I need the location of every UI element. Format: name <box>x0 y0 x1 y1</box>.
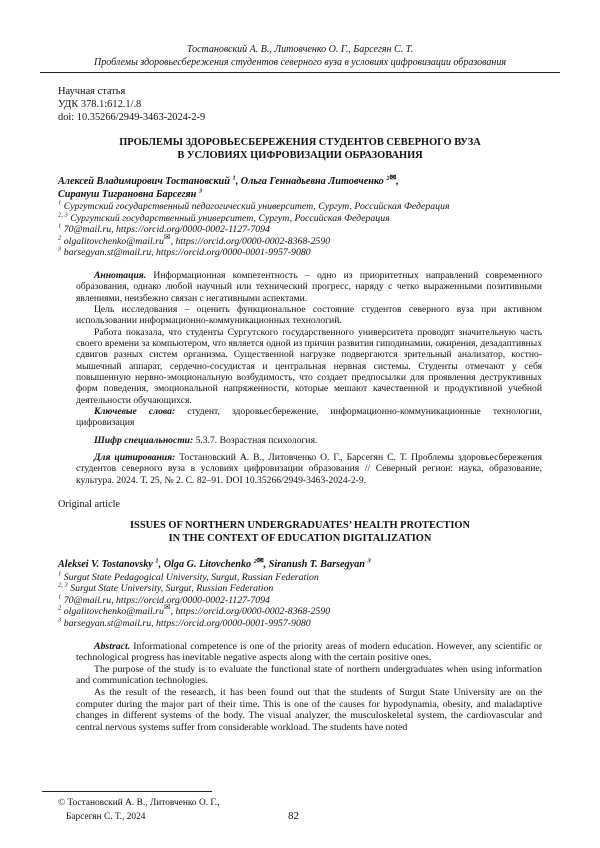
article-meta <box>58 86 542 124</box>
en-article-type: Original article <box>58 499 120 511</box>
author-contact: $^1$ 70@mail.ru, https://orcid.org/0000-0002-1127-7094 <box>58 222 270 236</box>
doi: doi: 10.35266/2949-3463-2024-2-9 <box>58 111 206 123</box>
author-contact: $^3$ barsegyan.st@mail.ru, https://orcid.org/0000-0001-9957-9080 <box>58 616 311 629</box>
author-name: Ольга Геннадьевна Литовченко <box>240 176 384 188</box>
author-name: Aleksei V. Tostanovsky <box>58 559 153 571</box>
running-head-title: Проблемы здоровьесбережения студентов северного вуза в условиях цифровизации образования <box>94 56 506 68</box>
abstract-paragraph: Аннотация. Информационная компетентность – одно из приоритетных направлений современного образования, однако любой научный или технический прогресс, наряду с четко выраженными позитивными явлениями, неизбежно связан с негативными аспектами. <box>76 269 542 304</box>
abstract-label: Abstract. <box>94 640 131 652</box>
keywords: Ключевые слова: студент, здоровьесбережение, информационно-коммуникационные технологии, цифровизация <box>76 406 542 429</box>
ru-title-line: ПРОБЛЕМЫ ЗДОРОВЬЕСБЕРЕЖЕНИЯ СТУДЕНТОВ СЕВЕРНОГО ВУЗА <box>119 137 481 149</box>
abstract-paragraph: Цель исследования – оценить функциональное состояние студентов северного вуза при активном использовании информационно-коммуникационных технологий. <box>76 304 542 327</box>
header-divider <box>40 72 560 73</box>
author-sup: 2✉ <box>253 555 264 565</box>
author-contact: $^3$ barsegyan.st@mail.ru, https://orcid.org/0000-0001-9957-9080 <box>58 246 311 259</box>
email-link[interactable]: olgalitovchenko@mail.ru <box>63 606 164 618</box>
envelope-icon: ✉ <box>163 603 171 613</box>
en-title <box>58 520 542 545</box>
footer-divider <box>42 791 212 792</box>
ru-title-line: В УСЛОВИЯХ ЦИФРОВИЗАЦИИ ОБРАЗОВАНИЯ <box>177 149 423 161</box>
citation: Для цитирования: Тостановский А. В., Литовченко О. Г., Барсегян С. Т. Проблемы здоровьесбережения студентов северного вуза в условиях цифровизации образования // Северный регион: наука, образование, культура. 2024. Т. 25, № 2. С. 82–91. DOI 10.35266/2949-3463-2024-2-9. <box>76 452 543 486</box>
running-head-authors: Тостановский А. В., Литовченко О. Г., Барсегян С. Т. <box>186 44 414 55</box>
author-sup: 3 <box>367 557 371 565</box>
en-affiliations <box>58 572 542 630</box>
author-sup: 1 <box>155 557 159 565</box>
article-body <box>58 86 542 733</box>
email-link[interactable]: barsegyan.st@mail.ru, https://orcid.org/0000-0001-9957-9080 <box>63 247 311 259</box>
envelope-icon: ✉ <box>389 172 397 182</box>
affiliation: $^1$ Сургутский государственный педагогический университет, Сургут, Российская Федерация <box>58 199 450 213</box>
ru-affiliations <box>58 201 542 259</box>
copyright-line: Барсегян С. Т., 2024 <box>66 812 146 822</box>
author-name: Сирануш Тиграновна Барсегян <box>58 188 197 200</box>
orcid-link[interactable]: , https://orcid.org/0000-0002-8368-2590 <box>170 606 331 618</box>
abstract-paragraph: Работа показала, что студенты Сургутского государственного университета проводят значительную часть своего времени за компьютером, что является одной из причин развития гиподинамии, ожирения, дезадаптивных сдвигов разных систем организма. Существенной нагрузке подвергаются зрительный анализатор, костно-мышечный аппарат, сердечно-сосудистая и центральная нервная системы. Студенты отмечают у себя повышенную нервно-эмоциональную возбудимость, что создает предпосылки для проявления деструктивных форм поведения, эмоциональной напряженности, которые мешают качественной и продуктивной учебной деятельности обучающихся. <box>76 326 542 406</box>
en-title-line: IN THE CONTEXT OF EDUCATION DIGITALIZATION <box>168 532 432 544</box>
abstract-paragraph: As the result of the research, it has been found out that the students of Surgut State University are on the computer during the major part of their time. This is one of the causes for hypodynamia, obesity, and maladaptive changes in different systems of the body. The visual analyzer, the musculoskeletal system, the cardiovascular and central nervous systems suffer from considerable workload. The students have noted <box>76 686 542 733</box>
abstract-paragraph: Abstract. Informational competence is one of the priority areas of modern education. However, any scientific or technological progress has inevitable negative aspects along with the certain positive ones. <box>76 640 542 664</box>
copyright-line: © Тостановский А. В., Литовченко О. Г., <box>58 798 220 808</box>
author-contact: $^2$ olgalitovchenko@mail.ru✉, https://orcid.org/0000-0002-8368-2590 <box>58 603 331 618</box>
author-name: Olga G. Litovchenko <box>163 559 252 571</box>
ru-title <box>58 137 542 162</box>
author-contact: $^1$ 70@mail.ru, https://orcid.org/0000-0002-1127-7094 <box>58 593 270 606</box>
email-link[interactable]: 70@mail.ru, https://orcid.org/0000-0002-1127-7094 <box>63 224 270 236</box>
author-contact: $^2$ olgalitovchenko@mail.ru✉, https://orcid.org/0000-0002-8368-2590 <box>58 232 331 247</box>
author-sup: 3 <box>198 187 203 195</box>
page-number: 82 <box>288 810 299 822</box>
article-type: Научная статья <box>58 86 126 97</box>
email-link[interactable]: olgalitovchenko@mail.ru <box>63 235 164 247</box>
email-link[interactable]: barsegyan.st@mail.ru, https://orcid.org/0000-0001-9957-9080 <box>63 617 311 629</box>
author-name: Siranush T. Barsegyan <box>268 559 365 571</box>
affiliation: $^1$ Surgut State Pedagogical University, Surgut, Russian Federation <box>58 570 319 583</box>
en-title-line: ISSUES OF NORTHERN UNDERGRADUATES’ HEALTH PROTECTION <box>130 520 470 532</box>
en-authors: Aleksei V. Tostanovsky $^1$, Olga G. Litovchenko $^{2✉}$, Siranush T. Barsegyan $^3$ <box>58 555 371 571</box>
copyright <box>58 796 219 824</box>
specialty: Шифр специальности: 5.3.7. Возрастная психология. <box>94 434 318 446</box>
author-sup: 2✉ <box>386 172 397 182</box>
author-name: Алексей Владимирович Тостановский <box>58 176 230 188</box>
orcid-link[interactable]: , https://orcid.org/0000-0002-8368-2590 <box>170 235 331 247</box>
abstract-label: Аннотация. <box>94 269 147 281</box>
en-abstract <box>76 641 542 734</box>
affiliation: $^{2, 3}$ Surgut State University, Surgut, Russian Federation <box>58 581 274 595</box>
author-sup: 1 <box>232 174 236 182</box>
email-link[interactable]: 70@mail.ru, https://orcid.org/0000-0002-1127-7094 <box>63 594 270 606</box>
envelope-icon: ✉ <box>256 555 264 565</box>
abstract-paragraph: The purpose of the study is to evaluate the functional state of northern undergraduates when using information and communication technologies. <box>76 663 542 687</box>
envelope-icon: ✉ <box>163 232 171 242</box>
ru-abstract <box>76 270 542 486</box>
affiliation: $^{2, 3}$ Сургутский государственный университет, Сургут, Российская Федерация <box>58 211 390 224</box>
running-head <box>40 44 560 69</box>
udc-code: УДК 378.1:612.1/.8 <box>58 98 142 110</box>
ru-authors: Алексей Владимирович Тостановский $^1$, Ольга Геннадьевна Литовченко $^{2✉}$, Сирануш Тиграновна Барсегян $^3$ <box>58 172 399 200</box>
